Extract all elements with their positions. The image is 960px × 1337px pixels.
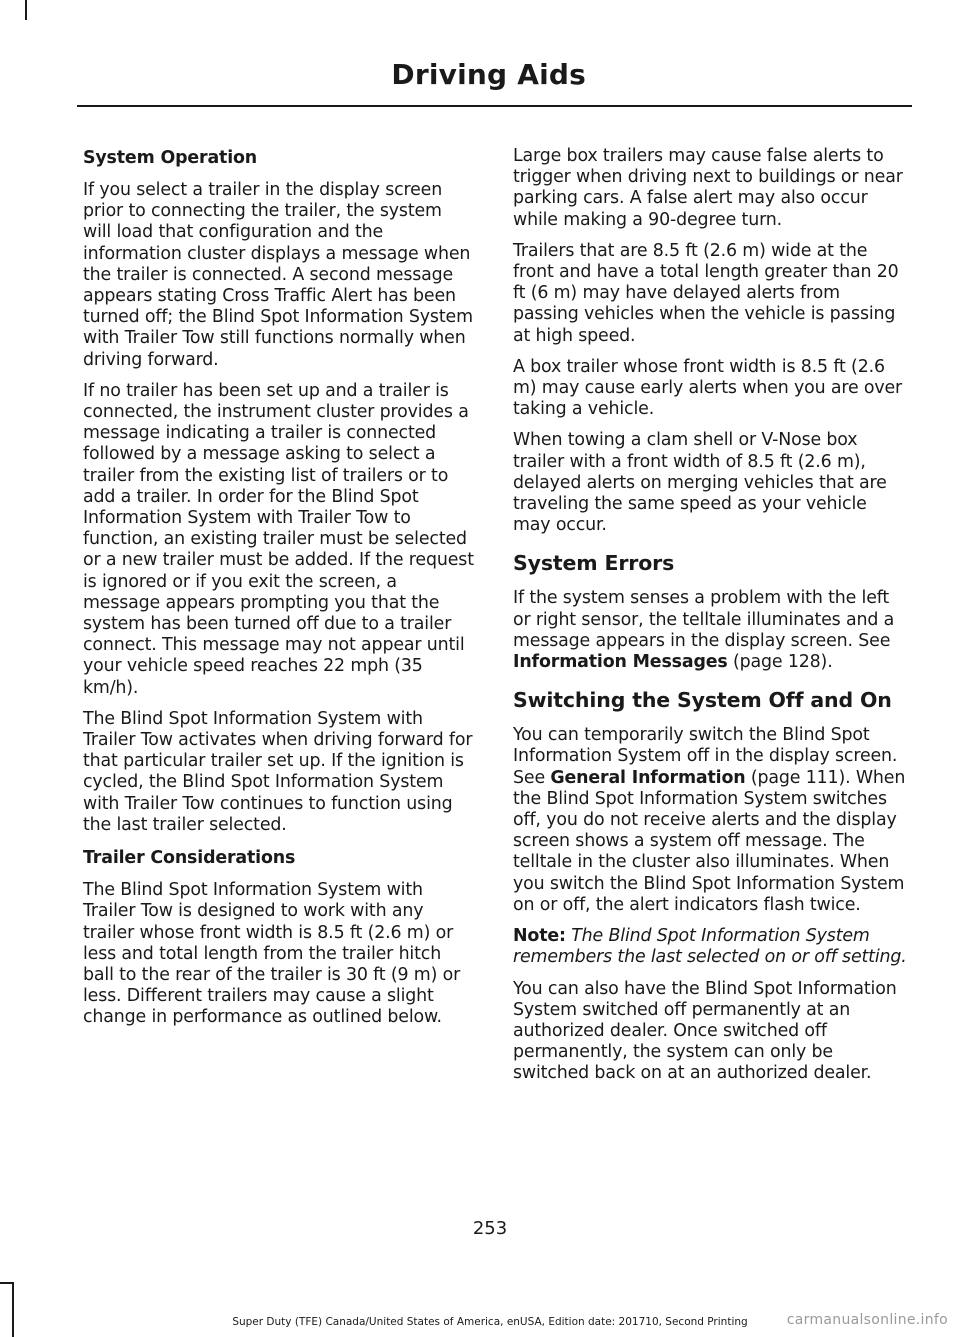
page-number: 253 — [472, 1218, 508, 1239]
footer-edition-text: Super Duty (TFE) Canada/United States of America, enUSA, Edition date: 201710, Second Printing — [232, 1316, 748, 1328]
paragraph: If no trailer has been set up and a trailer is connected, the instrument cluster provides a message indicating a trailer is connected followed by a message asking to select a trailer from the existing list of trailers or to add a trailer. In order for the Blind Spot Information System with Trailer Tow to function, an existing trailer must be selected or a new trailer must be added. If the request is ignored or if you exit the screen, a message appears prompting you that the system has been turned off due to a trailer connect. This message may not appear until your vehicle speed reaches 22 mph (35 km/h). — [83, 380, 474, 698]
paragraph — [513, 588, 907, 673]
left-column — [83, 146, 475, 1039]
crop-mark-bottom-left-h — [0, 1282, 14, 1284]
text: You can temporarily switch the Blind Spot Information System off in the display screen. See — [513, 725, 898, 788]
watermark: carmanualsonline.info — [786, 1312, 948, 1328]
text: If the system senses a problem with the left or right sensor, the telltale illuminates and a message appears in the display screen. See — [513, 588, 895, 651]
paragraph: Trailers that are 8.5 ft (2.6 m) wide at the front and have a total length greater than 20 ft (6 m) may have delayed alerts from passing vehicles when the vehicle is passing at high speed. — [513, 240, 899, 346]
trailer-considerations-heading: Trailer Considerations — [83, 848, 296, 869]
paragraph: Large box trailers may cause false alerts to trigger when driving next to buildings or near parking cars. A false alert may also occur while making a 90-degree turn. — [513, 146, 903, 230]
paragraph: When towing a clam shell or V-Nose box trailer with a front width of 8.5 ft (2.6 m), delayed alerts on merging vehicles that are traveling the same speed as your vehicle may occur. — [513, 430, 887, 536]
text: (page 128). — [727, 652, 833, 673]
paragraph: If you select a trailer in the display screen prior to connecting the trailer, the system will load that configuration and the information cluster displays a message when the trailer is connected. A second message appears stating Cross Traffic Alert has been turned off; the Blind Spot Information System with Trailer Tow still functions normally when driving forward. — [83, 180, 473, 370]
text: (page 111). When the Blind Spot Information System switches off, you do not receive alerts and the display screen shows a system off message. The telltale in the cluster also illuminates. When you switch the Blind Spot Information System on or off, the alert indicators flash twice. — [513, 767, 906, 915]
information-messages-link[interactable]: Information Messages — [513, 652, 728, 673]
page-header-title: Driving Aids — [391, 58, 586, 91]
paragraph: The Blind Spot Information System with Trailer Tow is designed to work with any trailer whose front width is 8.5 ft (2.6 m) or less and total length from the trailer hitch ball to the rear of the trailer is 30 ft (9 m) or less. Different trailers may cause a slight change in performance as outlined below. — [83, 880, 461, 1028]
paragraph: The Blind Spot Information System with Trailer Tow activates when driving forward for that particular trailer set up. If the ignition is cycled, the Blind Spot Information System with Trailer Tow continues to function using the last trailer selected. — [83, 708, 473, 835]
general-information-link[interactable]: General Information — [550, 767, 746, 788]
note — [513, 926, 907, 968]
note-text: The Blind Spot Information System remembers the last selected on or off setting. — [513, 926, 907, 968]
right-column — [513, 146, 907, 1095]
crop-mark-bottom-left — [12, 1282, 14, 1337]
paragraph: You can also have the Blind Spot Information System switched off permanently at an authorized dealer. Once switched off permanently, the system can only be switched back on at an authorized dealer. — [513, 978, 897, 1084]
note-label: Note: — [513, 926, 566, 947]
paragraph — [513, 725, 907, 916]
paragraph: A box trailer whose front width is 8.5 ft (2.6 m) may cause early alerts when you are over taking a vehicle. — [513, 356, 903, 420]
switching-system-heading: Switching the System Off and On — [513, 688, 892, 713]
system-operation-heading: System Operation — [83, 148, 258, 168]
crop-mark-top-left — [25, 0, 27, 20]
header-rule — [77, 105, 912, 107]
system-errors-heading: System Errors — [513, 551, 675, 576]
